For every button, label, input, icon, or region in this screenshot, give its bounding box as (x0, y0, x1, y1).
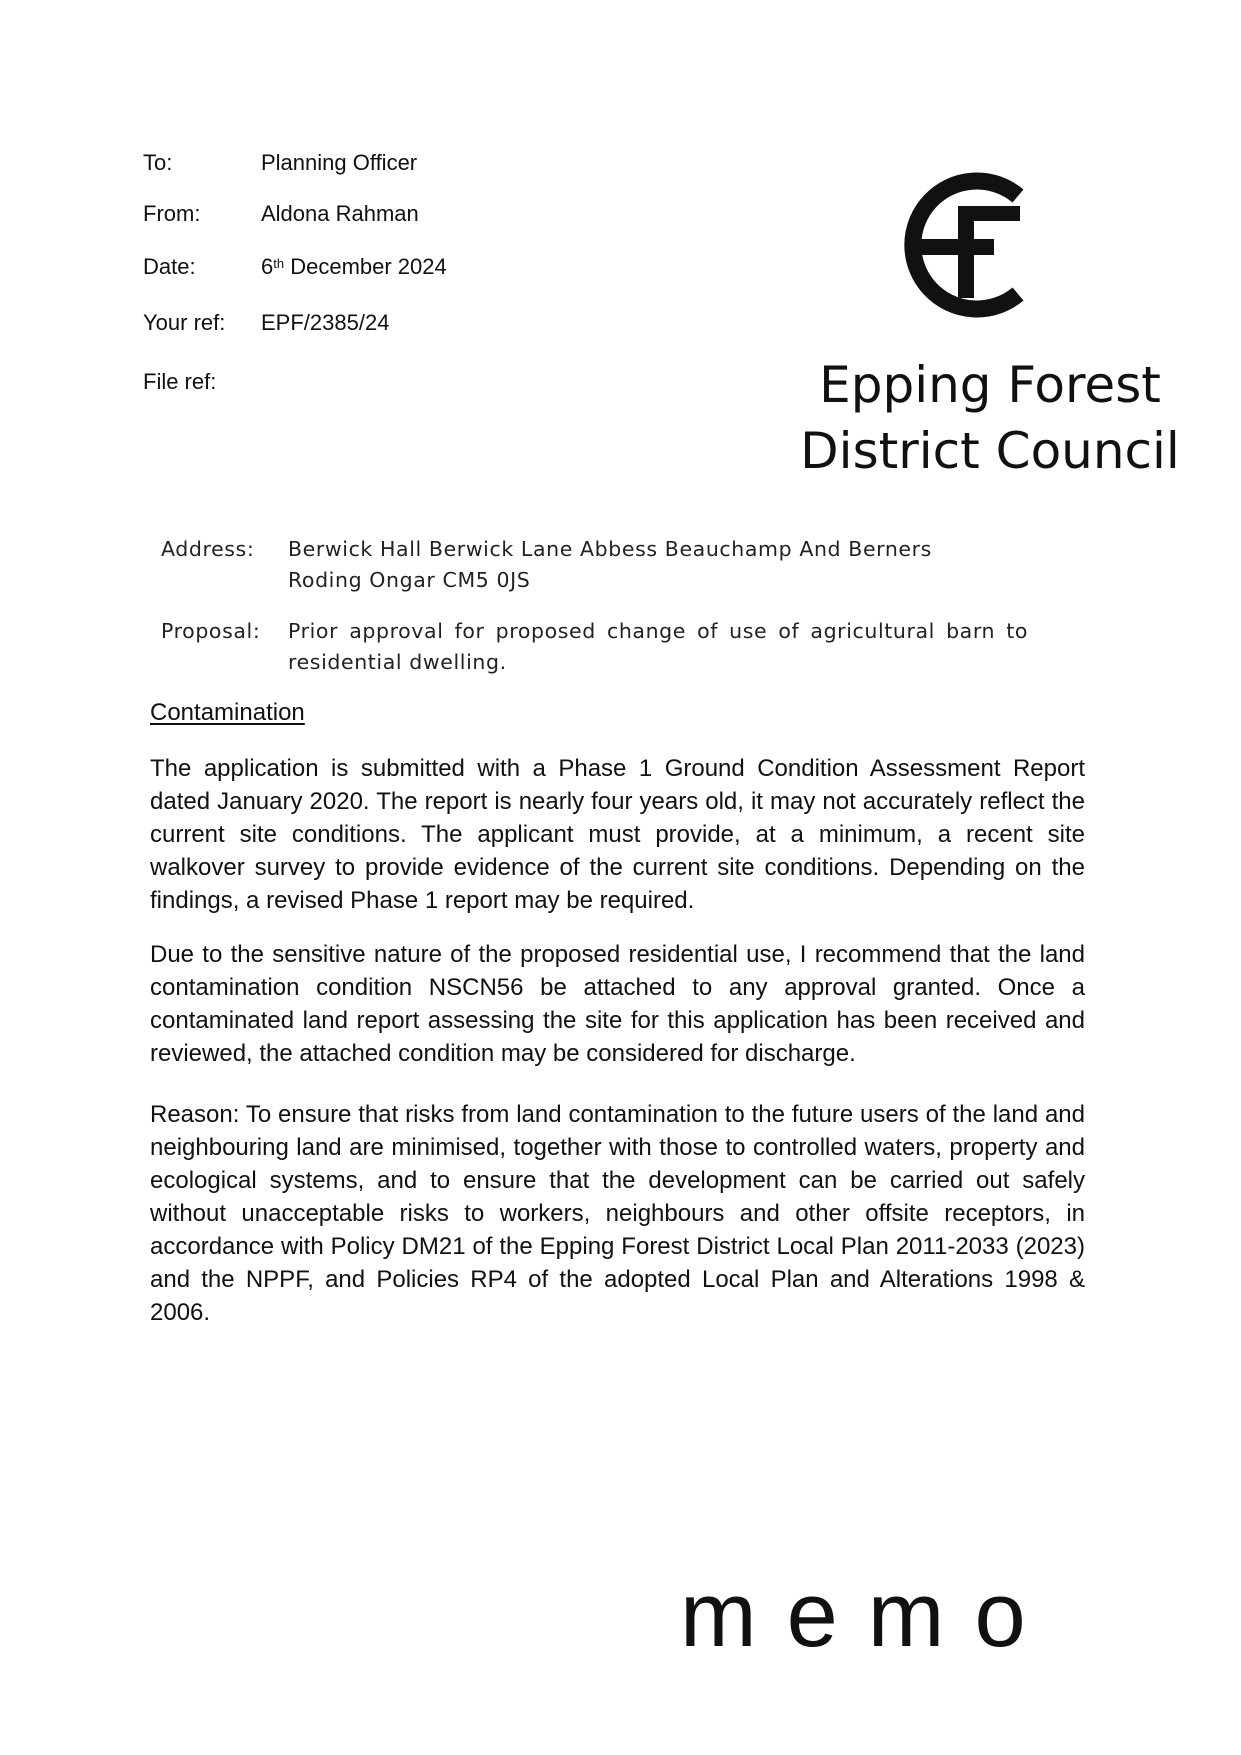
paragraph-3: Reason: To ensure that risks from land contamination to the future users of the land and neighbouring land are minimised, together with those to controlled waters, property and ecological systems, and to ensure that the development can be carried out safely without unacceptable risks to workers, neighbours and other offsite receptors, in accordance with Policy DM21 of the Epping Forest District Local Plan 2011-2033 (2023) and the NPPF, and Policies RP4 of the adopted Local Plan and Alterations 1998 & 2006. (150, 1101, 1085, 1326)
your-ref-row (143, 310, 389, 336)
council-name (780, 352, 1200, 484)
from-value: Aldona Rahman (261, 201, 419, 226)
file-ref-row (143, 369, 261, 395)
address-label: Address: (161, 537, 255, 561)
address-line-2: Roding Ongar CM5 0JS (288, 568, 531, 592)
memo-title: memo (680, 1564, 1056, 1666)
to-value: Planning Officer (261, 150, 418, 175)
section-heading: Contamination (150, 699, 305, 726)
proposal-block (161, 616, 1041, 678)
from-row (143, 201, 419, 227)
to-label: To: (143, 150, 173, 175)
date-row (143, 254, 447, 280)
from-label: From: (143, 201, 201, 226)
council-name-line1: Epping Forest (819, 356, 1161, 414)
council-logo-icon (900, 166, 1032, 324)
to-row (143, 150, 417, 176)
your-ref-label: Your ref: (143, 310, 226, 335)
file-ref-label: File ref: (143, 369, 217, 394)
proposal-value: Prior approval for proposed change of use of agricultural barn to residential dwelling. (288, 619, 1028, 674)
paragraph-1: The application is submitted with a Phase 1 Ground Condition Assessment Report dated January 2020. The report is nearly four years old, it may not accurately reflect the current site conditions. The applicant must provide, at a minimum, a recent site walkover survey to provide evidence of the current site conditions. Depending on the findings, a revised Phase 1 report may be required. (150, 755, 1085, 914)
date-suffix: th (273, 256, 285, 271)
your-ref-value: EPF/2385/24 (261, 310, 390, 335)
council-name-line2: District Council (800, 422, 1180, 480)
date-day: 6 (261, 254, 274, 279)
proposal-label: Proposal: (161, 619, 261, 643)
date-rest: December 2024 (284, 254, 447, 279)
address-value (288, 534, 1001, 596)
date-label: Date: (143, 254, 196, 279)
paragraph-2: Due to the sensitive nature of the proposed residential use, I recommend that the land contamination condition NSCN56 be attached to any approval granted. Once a contaminated land report assessing the site for this application has been received and reviewed, the attached condition may be considered for discharge. (150, 941, 1085, 1067)
address-line-1: Berwick Hall Berwick Lane Abbess Beauchamp And Berners (288, 537, 932, 561)
address-block (161, 534, 1001, 596)
